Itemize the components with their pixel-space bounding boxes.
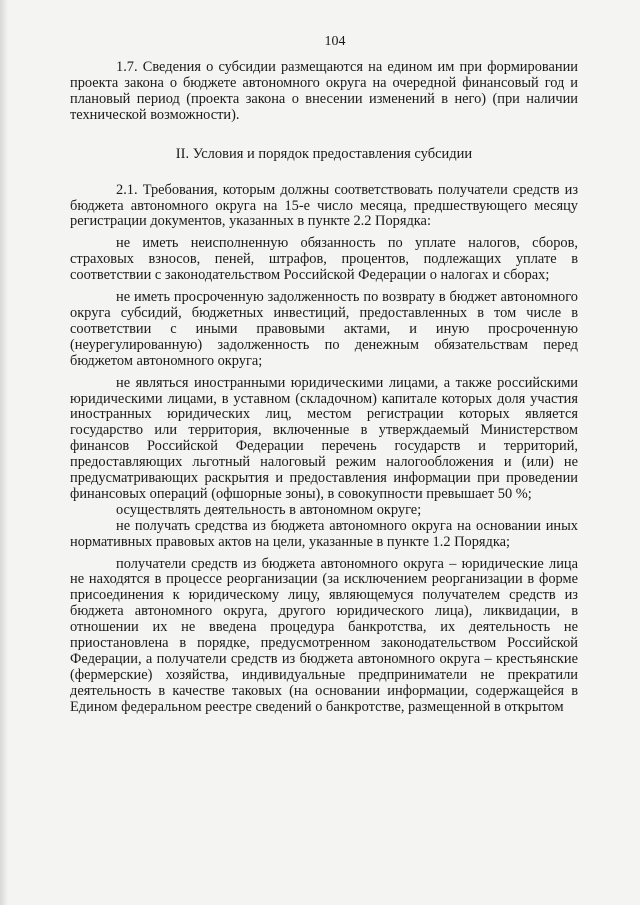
paragraph-other-acts: не получать средства из бюджета автономного округа на основании иных нормативных правовых актов на цели, указанные в пункте 1.2 Порядка; bbox=[70, 517, 578, 550]
document-page bbox=[70, 34, 578, 716]
scan-edge bbox=[0, 0, 8, 905]
page-number: 104 bbox=[324, 34, 346, 49]
paragraph-reorganization: получатели средств из бюджета автономного округа – юридические лица не находятся в процессе реорганизации (за исключением реорганизации в форме присоединения к юридическому лицу, являющемуся получателем средств из бюджета автономного округа, другого юридического лица), ликвидации, в отношении их не введена процедура банкротства, их деятельность не приостановлена в порядке, предусмотренном законодательством Российской Федерации, а получатели средств из бюджета автономного округа – крестьянские (фермерские) хозяйства, индивидуальные предприниматели не прекратили деятельность в качестве таковых (на основании информации, содержащейся в Едином федеральном реестре сведений о банкротстве, размещенной в открытом bbox=[70, 555, 578, 715]
paragraph-activity: осуществлять деятельность в автономном округе; bbox=[116, 501, 422, 518]
section-heading: II. Условия и порядок предоставления субсидии bbox=[175, 145, 473, 162]
paragraph-debt: не иметь просроченную задолженность по возврату в бюджет автономного округа субсидий, бюджетных инвестиций, предоставленных в том числе в соответствии с иными правовыми актами, и иную просроченную (неурегулированную) задолженность по денежным обязательствам перед бюджетом автономного округа; bbox=[70, 289, 578, 369]
paragraph-taxes: не иметь неисполненную обязанность по уплате налогов, сборов, страховых взносов, пеней, штрафов, процентов, подлежащих уплате в соответствии с законодательством Российской Федерации о налогах и сборах; bbox=[70, 235, 578, 284]
paragraph-1-7: 1.7. Сведения о субсидии размещаются на едином им при формировании проекта закона о бюджете автономного округа на очередной финансовый год и плановый период (проекта закона о внесении изменений в него) (при наличии технической возможности). bbox=[70, 59, 578, 123]
paragraph-foreign-entities: не являться иностранными юридическими лицами, а также российскими юридическими лицами, в уставном (складочном) капитале которых доля участия иностранных юридических лиц, местом регистрации которых является государство или территория, включенные в утверждаемый Министерством финансов Российской Федерации перечень государств и территорий, предоставляющих льготный налоговый режим налогообложения и (или) не предусматривающих раскрытия и предоставления информации при проведении финансовых операций (офшорные зоны), в совокупности превышает 50 %; bbox=[70, 374, 578, 502]
paragraph-2-1: 2.1. Требования, которым должны соответствовать получатели средств из бюджета автономного округа на 15-е число месяца, предшествующего месяцу регистрации документов, указанных в пункте 2.2 Порядка: bbox=[70, 181, 578, 230]
